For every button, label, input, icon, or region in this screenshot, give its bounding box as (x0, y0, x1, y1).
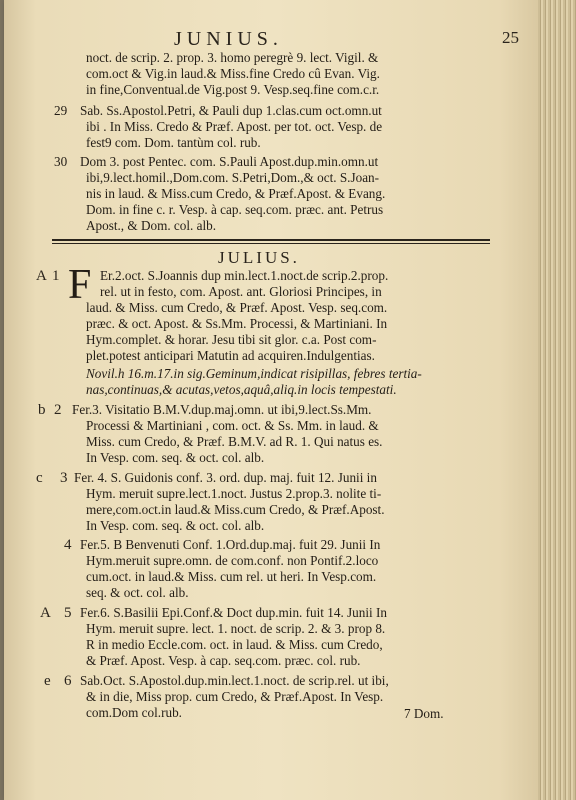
day-number: 6 (64, 673, 72, 689)
text-line: rel. ut in festo, com. Apost. ant. Gloriosi Principes, in (100, 284, 382, 299)
text-line: Hym.complet. & horar. Jesu tibi sit glor. c.a. Post com- (86, 332, 377, 347)
day-number: 30 (54, 154, 68, 169)
catchword: 7 Dom. (404, 706, 444, 721)
day-number: 1 (52, 268, 60, 284)
text-line: præc. & oct. Apost. & Ss.Mm. Processi, & Martiniani. In (86, 316, 388, 331)
text-line: Fer. 4. S. Guidonis conf. 3. ord. dup. maj. fuit 12. Junii in (74, 470, 377, 485)
text-line: com.oct & Vig.in laud.& Miss.fine Credo cû Evan. Vig. (86, 66, 380, 81)
text-line: Hym. meruit supre.lect.1.noct. Justus 2.prop.3. nolite ti- (86, 486, 382, 501)
text-line: R in medio Eccle.com. oct. in laud. & Miss. cum Credo, (86, 637, 383, 652)
section-divider (52, 239, 490, 241)
page-number: 25 (502, 28, 519, 47)
text-line: Hym.meruit supre.omn. de com.conf. non Pontif.2.loco (86, 553, 379, 568)
text-line: cum.oct. in laud.& Miss. cum rel. ut heri. In Vesp.com. (86, 569, 377, 584)
day-number: 5 (64, 605, 72, 621)
text-line: fest9 com. Dom. tantùm col. rub. (86, 135, 261, 150)
text-line: plet.potest anticipari Matutin ad acquiren.Indulgentias. (86, 348, 375, 363)
margin-letter: A (36, 268, 47, 284)
text-line: ibi,9.lect.homil.,Dom.com. S.Petri,Dom.,& oct. S.Joan- (86, 170, 380, 185)
margin-letter: A (40, 605, 51, 621)
text-line: In Vesp. com. seq. & oct. col. alb. (86, 450, 265, 465)
day-number: 4 (64, 537, 72, 553)
section-divider-thin (52, 243, 490, 244)
text-line: Dom. in fine c. r. Vesp. à cap. seq.com. præc. ant. Petrus (86, 202, 384, 217)
page-edges (538, 0, 576, 800)
text-line: Er.2.oct. S.Joannis dup min.lect.1.noct.de scrip.2.prop. (100, 268, 389, 283)
note-line: Novil.h 16.m.17.in sig.Geminum,indicat risipillas, febres tertia- (86, 366, 422, 381)
text-line: Sab. Ss.Apostol.Petri, & Pauli dup 1.clas.cum oct.omn.ut (80, 103, 382, 118)
note-line: nas,continuas,& acutas,vetos,aquâ,aliq.in locis tempestati. (86, 382, 397, 397)
text-line: nis in laud. & Miss.cum Credo, & Præf.Apost. & Evang. (86, 186, 386, 201)
text-line: mere,com.oct.in laud.& Miss.cum Credo, & Præf.Apost. (86, 502, 385, 517)
section-title: JULIUS. (218, 248, 300, 267)
text-line: com.Dom col.rub. (86, 705, 182, 720)
text-line: Fer.6. S.Basilii Epi.Conf.& Doct dup.min. fuit 14. Junii In (80, 605, 387, 620)
day-number: 3 (60, 470, 68, 486)
margin-letter: c (36, 470, 43, 486)
text-line: noct. de scrip. 2. prop. 3. homo peregrè 9. lect. Vigil. & (86, 50, 379, 65)
text-line: Processi & Martiniani , com. oct. & Ss. Mm. in laud. & (86, 418, 379, 433)
text-line: Miss. cum Credo, & Præf. B.M.V. ad R. 1. Qui natus es. (86, 434, 383, 449)
page-title: JUNIUS. (174, 28, 283, 50)
text-line: In Vesp. com. seq. & oct. col. alb. (86, 518, 265, 533)
text-line: in fine,Conventual.de Vig.post 9. Vesp.seq.fine com.c.r. (86, 82, 380, 97)
text-line: Sab.Oct. S.Apostol.dup.min.lect.1.noct. de scrip.rel. ut ibi, (80, 673, 389, 688)
margin-letter: e (44, 673, 51, 689)
text-line: ibi . In Miss. Credo & Præf. Apost. per tot. oct. Vesp. de (86, 119, 383, 134)
text-line: Apost., & Dom. col. alb. (86, 218, 217, 233)
text-line: seq. & oct. col. alb. (86, 585, 189, 600)
text-line: Fer.3. Visitatio B.M.V.dup.maj.omn. ut ibi,9.lect.Ss.Mm. (72, 402, 372, 417)
text-line: & in die, Miss prop. cum Credo, & Præf.Apost. In Vesp. (86, 689, 384, 704)
day-number: 29 (54, 103, 68, 118)
book-page (4, 0, 542, 800)
text-line: laud. & Miss. cum Credo, & Præf. Apost. Vesp. seq.com. (86, 300, 388, 315)
day-number: 2 (54, 402, 62, 418)
margin-letter: b (38, 402, 46, 418)
text-line: Hym. meruit supre. lect. 1. noct. de scrip. 2. & 3. prop 8. (86, 621, 386, 636)
text-line: Dom 3. post Pentec. com. S.Pauli Apost.dup.min.omn.ut (80, 154, 379, 169)
drop-cap: F (68, 262, 92, 308)
text-line: & Præf. Apost. Vesp. à cap. seq.com. præc. col. rub. (86, 653, 361, 668)
text-line: Fer.5. B Benvenuti Conf. 1.Ord.dup.maj. fuit 29. Junii In (80, 537, 381, 552)
